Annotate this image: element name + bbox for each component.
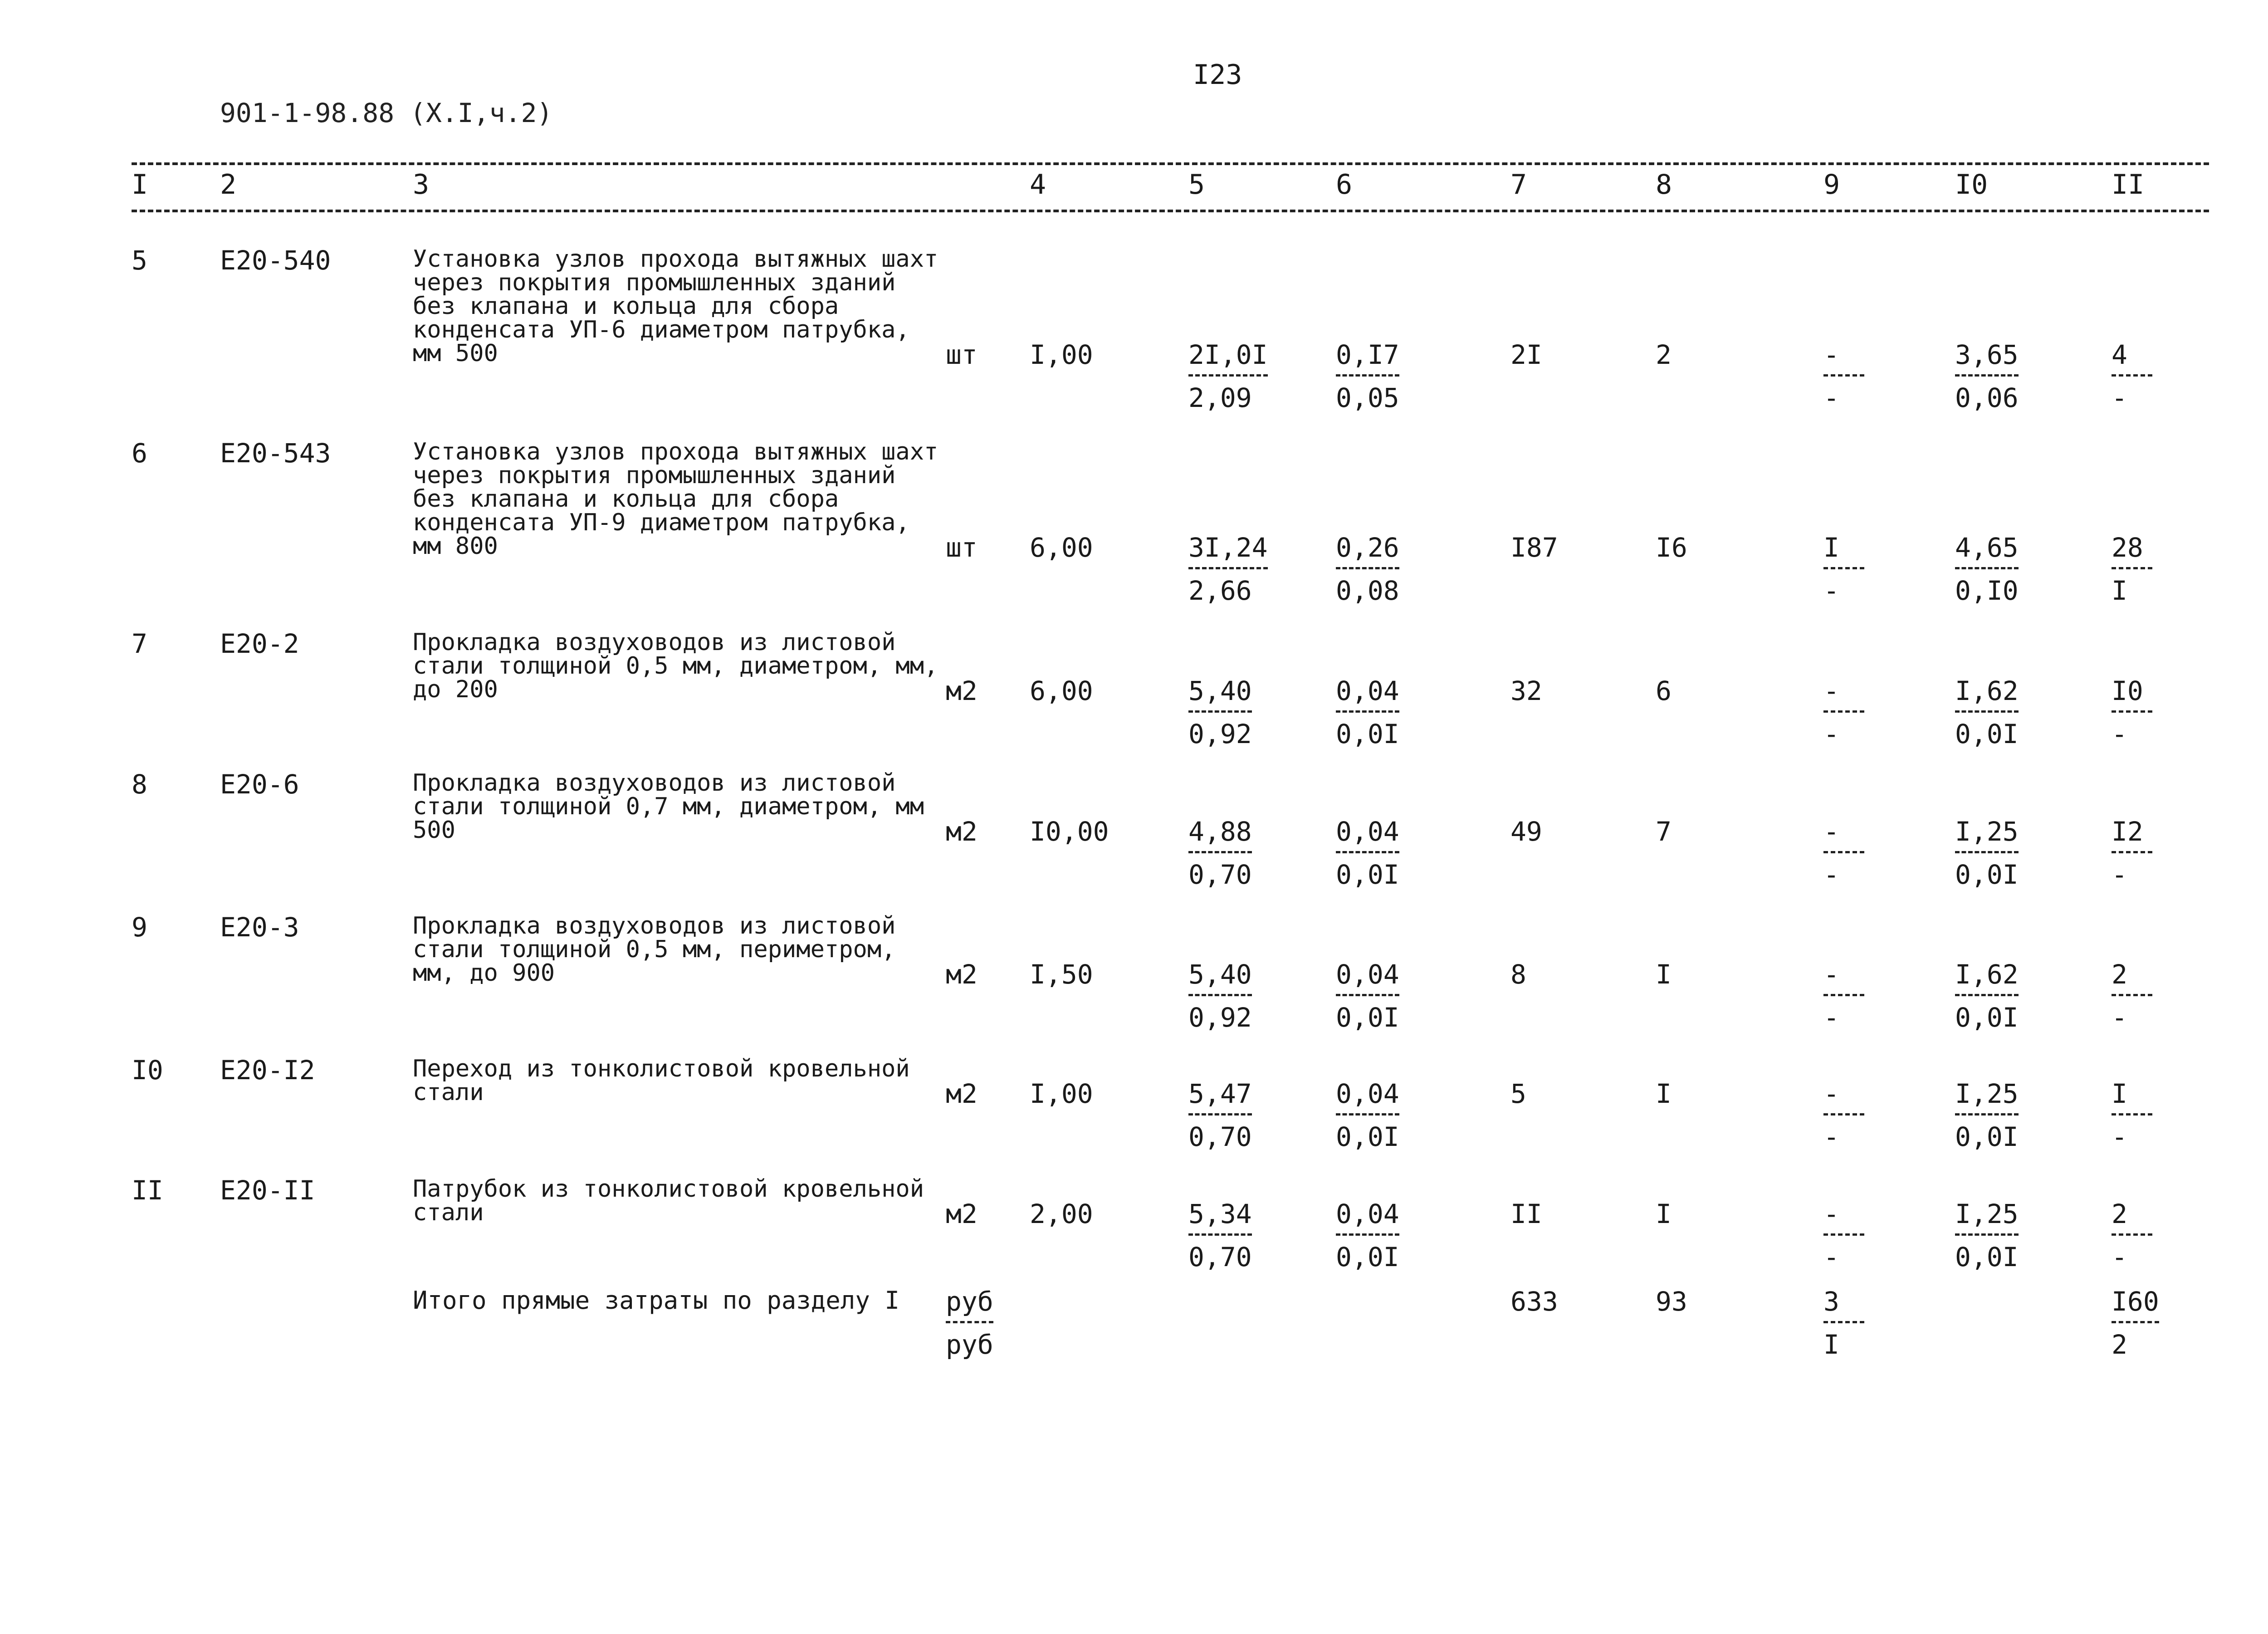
column-number-7: 7: [1510, 169, 1527, 201]
row-col8: I: [1656, 959, 1672, 990]
row-number: 8: [132, 769, 147, 800]
row-col11: [2112, 534, 2152, 604]
row-col6-numerator: 0,04: [1336, 961, 1399, 996]
row-col11-denominator: -: [2112, 1121, 2127, 1152]
row-col9-denominator: -: [1823, 1002, 1839, 1033]
row-col10-numerator: I,62: [1955, 961, 2019, 996]
row-col7: 5: [1510, 1078, 1526, 1109]
row-unit: м2: [946, 675, 978, 706]
row-col11-numerator: I2: [2112, 818, 2152, 853]
row-col11: [2112, 818, 2152, 888]
total-col9-numerator: 3: [1823, 1288, 1864, 1323]
row-col8: I: [1656, 1078, 1672, 1109]
row-col11: [2112, 1078, 2152, 1152]
row-quantity: I,50: [1030, 959, 1093, 990]
column-number-11: II: [2112, 169, 2145, 201]
row-col10-denominator: 0,0I: [1955, 1002, 2019, 1033]
row-col6: [1336, 339, 1399, 413]
row-col10-numerator: 3,65: [1955, 342, 2019, 377]
row-col6-denominator: 0,0I: [1336, 1002, 1399, 1033]
row-col11-denominator: I: [2112, 575, 2127, 606]
row-col6-numerator: 0,04: [1336, 1081, 1399, 1115]
row-col11-numerator: I0: [2112, 678, 2152, 713]
row-col10-denominator: 0,06: [1955, 382, 2019, 413]
row-col9: [1823, 818, 1864, 888]
row-col6-denominator: 0,0I: [1336, 1121, 1399, 1152]
row-col7: 8: [1510, 959, 1526, 990]
row-col9-denominator: -: [1823, 382, 1839, 413]
row-code: Е20-543: [220, 438, 331, 469]
row-unit: м2: [946, 816, 978, 847]
total-unit-denominator: руб: [946, 1329, 993, 1360]
row-col6-denominator: 0,05: [1336, 382, 1399, 413]
row-description: Прокладка воздуховодов из листовой стали толщиной 0,5 мм, периметром, мм, до 900: [413, 912, 896, 987]
row-code: Е20-I2: [220, 1055, 315, 1086]
row-number: 5: [132, 245, 147, 276]
row-col9-denominator: -: [1823, 1121, 1839, 1152]
row-code: Е20-II: [220, 1175, 315, 1206]
row-col9-numerator: I: [1823, 534, 1864, 569]
row-col5-numerator: 5,34: [1188, 1201, 1252, 1236]
row-col5-numerator: 3I,24: [1188, 534, 1268, 569]
row-col10: [1955, 1201, 2019, 1270]
row-code: Е20-2: [220, 628, 299, 659]
row-col5: [1188, 1078, 1252, 1152]
row-col6: [1336, 961, 1399, 1031]
row-col9: [1823, 675, 1864, 749]
row-col10: [1955, 818, 2019, 888]
row-quantity: 2,00: [1030, 1199, 1093, 1229]
row-col7: 49: [1510, 816, 1542, 847]
total-col7: 633: [1510, 1286, 1558, 1317]
row-col9: [1823, 961, 1864, 1031]
total-col9: [1823, 1288, 1864, 1358]
row-col5-denominator: 2,09: [1188, 382, 1252, 413]
row-col11: [2112, 961, 2152, 1031]
total-col11: [2112, 1288, 2159, 1358]
row-col10: [1955, 1078, 2019, 1152]
row-col5: [1188, 339, 1268, 413]
row-col10-denominator: 0,0I: [1955, 859, 2019, 890]
row-col11-numerator: 2: [2112, 961, 2152, 996]
row-quantity: I0,00: [1030, 816, 1109, 847]
row-col9-numerator: -: [1823, 818, 1864, 853]
row-description: Прокладка воздуховодов из листовой стали толщиной 0,7 мм, диаметром, мм 500: [413, 769, 924, 844]
row-col10: [1955, 339, 2019, 413]
row-col8: I: [1656, 1199, 1672, 1229]
row-col10-numerator: I,25: [1955, 818, 2019, 853]
row-col6-denominator: 0,0I: [1336, 719, 1399, 749]
row-col6: [1336, 1201, 1399, 1270]
row-col10-numerator: I,62: [1955, 678, 2019, 713]
row-col5-denominator: 0,92: [1188, 719, 1252, 749]
column-number-5: 5: [1188, 169, 1205, 201]
row-col9-numerator: -: [1823, 1081, 1864, 1115]
row-col6-numerator: 0,04: [1336, 678, 1399, 713]
row-col9-denominator: -: [1823, 719, 1839, 749]
row-col11: [2112, 339, 2152, 413]
page-number: I23: [1193, 59, 1242, 91]
row-col5-denominator: 0,70: [1188, 1242, 1252, 1272]
row-col10: [1955, 961, 2019, 1031]
row-col9-denominator: -: [1823, 575, 1839, 606]
row-code: Е20-6: [220, 769, 299, 800]
row-col9-denominator: -: [1823, 1242, 1839, 1272]
row-col11-denominator: -: [2112, 719, 2127, 749]
row-col9: [1823, 534, 1864, 604]
row-col9-numerator: -: [1823, 961, 1864, 996]
row-col6-numerator: 0,I7: [1336, 342, 1399, 377]
row-col9-numerator: -: [1823, 678, 1864, 713]
row-description: Установка узлов прохода вытяжных шахт через покрытия промышленных зданий без клапана и кольца для сбора конденсата УП-9 диаметром патрубка, мм 800: [413, 438, 938, 560]
column-number-3: 3: [413, 169, 430, 201]
row-quantity: I,00: [1030, 339, 1093, 370]
column-number-4: 4: [1030, 169, 1046, 201]
row-col5: [1188, 961, 1252, 1031]
row-number: II: [132, 1175, 163, 1206]
total-col11-denominator: 2: [2112, 1329, 2127, 1360]
row-col5: [1188, 675, 1252, 749]
row-col11-denominator: -: [2112, 1002, 2127, 1033]
row-col5-numerator: 5,47: [1188, 1081, 1252, 1115]
row-col11-numerator: 2: [2112, 1201, 2152, 1236]
row-col9: [1823, 1078, 1864, 1152]
total-col8: 93: [1656, 1286, 1687, 1317]
row-col8: 7: [1656, 816, 1672, 847]
row-unit: м2: [946, 959, 978, 990]
row-col8: 2: [1656, 339, 1672, 370]
row-col10-numerator: 4,65: [1955, 534, 2019, 569]
row-col11-denominator: -: [2112, 382, 2127, 413]
document-code: 901-1-98.88 (X.I,ч.2): [220, 98, 553, 128]
row-col9-denominator: -: [1823, 859, 1839, 890]
row-col10: [1955, 675, 2019, 749]
row-col10: [1955, 534, 2019, 604]
row-col5-denominator: 2,66: [1188, 575, 1252, 606]
column-number-10: I0: [1955, 169, 1988, 201]
row-description: Патрубок из тонколистовой кровельной стали: [413, 1175, 924, 1226]
row-col7: II: [1510, 1199, 1542, 1229]
row-col6-numerator: 0,04: [1336, 1201, 1399, 1236]
row-col5: [1188, 818, 1252, 888]
row-unit: м2: [946, 1199, 978, 1229]
row-col6-denominator: 0,08: [1336, 575, 1399, 606]
row-quantity: 6,00: [1030, 532, 1093, 563]
row-col5-numerator: 5,40: [1188, 678, 1252, 713]
row-col6: [1336, 1078, 1399, 1152]
row-number: I0: [132, 1055, 163, 1086]
row-col6: [1336, 534, 1399, 604]
row-number: 9: [132, 912, 147, 943]
row-unit: м2: [946, 1078, 978, 1109]
row-col8: 6: [1656, 675, 1672, 706]
row-col6-denominator: 0,0I: [1336, 1242, 1399, 1272]
column-number-1: I: [132, 169, 148, 201]
column-number-8: 8: [1656, 169, 1672, 201]
row-col5-denominator: 0,70: [1188, 859, 1252, 890]
row-col5-numerator: 5,40: [1188, 961, 1252, 996]
row-col5-denominator: 0,70: [1188, 1121, 1252, 1152]
column-number-9: 9: [1823, 169, 1840, 201]
row-code: Е20-3: [220, 912, 299, 943]
row-col5: [1188, 534, 1268, 604]
row-col10-denominator: 0,0I: [1955, 1242, 2019, 1272]
row-col10-numerator: I,25: [1955, 1201, 2019, 1236]
row-col7: 32: [1510, 675, 1542, 706]
row-quantity: I,00: [1030, 1078, 1093, 1109]
row-col6: [1336, 675, 1399, 749]
row-col6-denominator: 0,0I: [1336, 859, 1399, 890]
total-col9-denominator: I: [1823, 1329, 1839, 1360]
row-unit: шт: [946, 339, 978, 370]
row-col8: I6: [1656, 532, 1687, 563]
row-col11-denominator: -: [2112, 859, 2127, 890]
row-col10-numerator: I,25: [1955, 1081, 2019, 1115]
row-col5: [1188, 1201, 1252, 1270]
header-rule-top: [132, 162, 2209, 165]
row-col11-numerator: I: [2112, 1081, 2152, 1115]
row-col7: I87: [1510, 532, 1558, 563]
row-col9-numerator: -: [1823, 342, 1864, 377]
row-col11: [2112, 675, 2152, 749]
row-code: Е20-540: [220, 245, 331, 276]
row-col11-denominator: -: [2112, 1242, 2127, 1272]
row-col9-numerator: -: [1823, 1201, 1864, 1236]
total-unit-numerator: руб: [946, 1288, 993, 1323]
total-col11-numerator: I60: [2112, 1288, 2159, 1323]
row-unit: шт: [946, 532, 978, 563]
row-col6-numerator: 0,26: [1336, 534, 1399, 569]
row-col10-denominator: 0,I0: [1955, 575, 2019, 606]
row-col7: 2I: [1510, 339, 1542, 370]
row-col5-numerator: 2I,0I: [1188, 342, 1268, 377]
row-quantity: 6,00: [1030, 675, 1093, 706]
row-col6-numerator: 0,04: [1336, 818, 1399, 853]
total-unit: [946, 1288, 993, 1358]
header-rule-bottom: [132, 210, 2209, 212]
row-number: 6: [132, 438, 147, 469]
row-col11-numerator: 28: [2112, 534, 2152, 569]
row-col9: [1823, 339, 1864, 413]
row-description: Переход из тонколистовой кровельной стали: [413, 1055, 910, 1106]
column-number-6: 6: [1336, 169, 1353, 201]
row-description: Установка узлов прохода вытяжных шахт через покрытия промышленных зданий без клапана и кольца для сбора конденсата УП-6 диаметром патрубка, мм 500: [413, 245, 938, 367]
column-number-2: 2: [220, 169, 237, 201]
row-number: 7: [132, 628, 147, 659]
row-col9: [1823, 1201, 1864, 1270]
row-description: Прокладка воздуховодов из листовой стали толщиной 0,5 мм, диаметром, мм, до 200: [413, 629, 938, 703]
total-label: Итого прямые затраты по разделу I: [413, 1286, 899, 1315]
row-col10-denominator: 0,0I: [1955, 1121, 2019, 1152]
row-col11: [2112, 1201, 2152, 1270]
row-col5-denominator: 0,92: [1188, 1002, 1252, 1033]
row-col10-denominator: 0,0I: [1955, 719, 2019, 749]
row-col6: [1336, 818, 1399, 888]
row-col11-numerator: 4: [2112, 342, 2152, 377]
row-col5-numerator: 4,88: [1188, 818, 1252, 853]
